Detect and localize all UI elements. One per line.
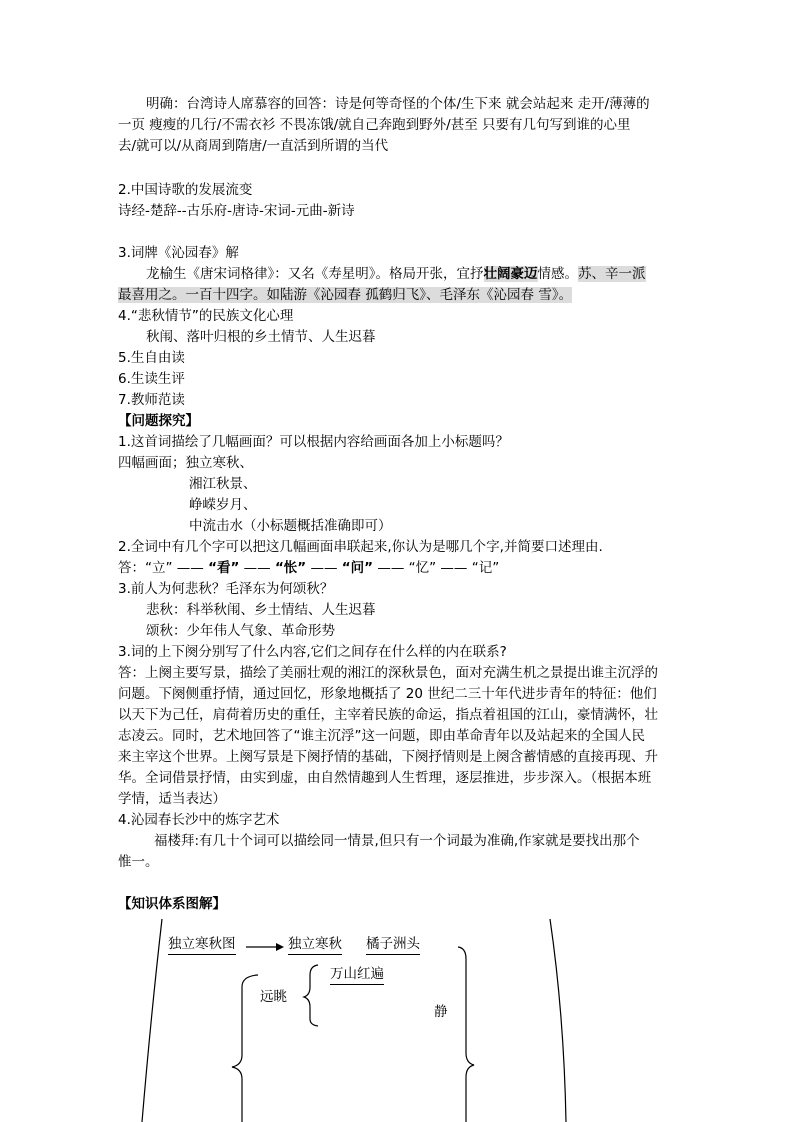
separator: —— — [436, 560, 472, 576]
question-5: 4.沁园春长沙中的炼字艺术 — [118, 812, 280, 828]
answer-4-line: 华。全词借景抒情，由实到虚，由自然情趣到人生哲理，逐层推进，步步深入。（根据本班 — [118, 770, 652, 786]
section2-title: 2.中国诗歌的发展流变 — [118, 182, 253, 198]
section3-line-1-text: 龙榆生《唐宋词格律》：又名《寿星明》。格局开张，宜抒 — [146, 266, 484, 282]
answer-4-line: 志凌云。同时，艺术地回答了“谁主沉浮”这一问题，即由革命青年以及站起来的全国人民 — [118, 728, 645, 744]
inner-left-brace — [232, 975, 258, 1122]
question-4: 3.词的上下阕分别写了什么内容,它们之间存在什么样的内在联系? — [118, 644, 507, 660]
section2-content: 诗经-楚辞--古乐府-唐诗-宋词-元曲-新诗 — [118, 203, 355, 219]
answer-2 — [118, 558, 678, 579]
section4-title: 4.“悲秋情节”的民族文化心理 — [118, 308, 294, 324]
separator: —— — [373, 560, 409, 576]
small-left-brace — [304, 965, 318, 1026]
section3-line-1-tail: 情感。 — [537, 266, 578, 282]
section3-line-1 — [118, 264, 678, 285]
question-2: 2.全词中有几个字可以把这几幅画面串联起来,你认为是哪几个字,并简要口述理由. — [118, 539, 603, 555]
intro-line-1-text: 明确：台湾诗人席慕容的回答：诗是何等奇怪的个体/生下来 就会站起来 走开/薄薄的 — [146, 96, 650, 112]
knowledge-diagram — [118, 915, 588, 1122]
answer-3-line: 悲秋：科举秋闱、乡土情结、人生迟暮 — [146, 602, 376, 618]
key-word: “忆” — [408, 560, 437, 576]
answer-1-item: 峥嵘岁月、 — [189, 497, 257, 513]
separator: —— — [172, 560, 209, 576]
step-7: 7.教师范读 — [118, 392, 185, 408]
answer-4-line: 以天下为己任，肩荷着历史的重任，主宰着民族的命运，指点着祖国的江山，豪情满怀，壮 — [118, 707, 658, 723]
answer-5-line-1: 福楼拜:有几十个词可以描绘同一情景,但只有一个词最为准确,作家就是要找出那个 — [154, 833, 640, 849]
intro-line-3: 去/就可以/从商周到隋唐/一直活到所谓的当代 — [118, 138, 389, 154]
highlight-text: 苏、辛一派 — [578, 266, 646, 282]
key-word: “看” — [208, 560, 240, 576]
intro-line-2: 一页 瘦瘦的几行/不需衣衫 不畏冻饿/就自己奔跑到野外/甚至 只要有几句写到谁的心里 — [118, 117, 631, 133]
section3-title: 3.词牌《沁园春》解 — [118, 245, 239, 261]
diagram-node: 独立寒秋图 — [168, 935, 236, 955]
step-5: 5.生自由读 — [118, 350, 185, 366]
right-brace — [458, 947, 474, 1122]
separator: —— — [239, 560, 275, 576]
step-6: 6.生读生评 — [118, 371, 185, 387]
answer-4-line: 学情，适当表达） — [118, 791, 226, 807]
answer-1-item: 湘江秋景、 — [189, 476, 257, 492]
key-word: “记” — [471, 560, 500, 576]
answer-4-line: 答：上阕主要写景，描绘了美丽壮观的湘江的深秋景色，面对充满生机之景提出谁主沉浮的 — [118, 665, 658, 681]
diagram-node: 远眺 — [260, 989, 287, 1005]
knowledge-heading: 【知识体系图解】 — [118, 896, 226, 912]
diagram-node: 万山红遍 — [330, 965, 384, 985]
question-3: 3.前人为何悲秋？毛泽东为何颂秋？ — [118, 581, 334, 597]
answer-1-lead: 四幅画面；独立寒秋、 — [118, 455, 253, 471]
inquiry-heading: 【问题探究】 — [118, 413, 199, 429]
answer-4-line: 来主宰这个世界。上阕写景是下阕抒情的基础，下阕抒情则是上阕含蓄情感的直接再现、升 — [118, 749, 658, 765]
question-1: 1.这首词描绘了几幅画面？可以根据内容给画面各加上小标题吗？ — [118, 434, 509, 450]
answer-1-item: 中流击水（小标题概括准确即可） — [189, 518, 392, 534]
outer-right-bracket — [550, 919, 566, 1122]
diagram-node: 橘子洲头 — [366, 935, 420, 955]
answer-5-line-2: 惟一。 — [118, 854, 159, 870]
key-word: “怅” — [274, 560, 307, 576]
answer-prefix: 答： — [118, 560, 145, 576]
intro-line-1 — [118, 94, 678, 115]
section4-content: 秋闱、落叶归根的乡土情节、人生迟暮 — [146, 329, 376, 345]
section3-line-2 — [118, 285, 678, 306]
key-word: “问” — [341, 560, 374, 576]
outer-left-bracket — [142, 919, 162, 1122]
arrow-head — [276, 943, 284, 951]
section3-line-2-text: 最喜用之。一百十四字。如陆游《沁园春 孤鹤归飞》、毛泽东《沁园春 雪》。 — [118, 287, 573, 303]
answer-4-line: 问题。下阕侧重抒情，通过回忆，形象地概括了 20 世纪二三十年代进步青年的特征：他们 — [118, 686, 657, 702]
highlight-bold-text: 壮阔豪迈 — [483, 266, 538, 282]
diagram-node: 独立寒秋 — [288, 935, 342, 955]
answer-3-line: 颂秋：少年伟人气象、革命形势 — [146, 623, 335, 639]
key-word: “立” — [145, 560, 173, 576]
separator: —— — [306, 560, 342, 576]
diagram-node: 静 — [434, 1004, 448, 1020]
